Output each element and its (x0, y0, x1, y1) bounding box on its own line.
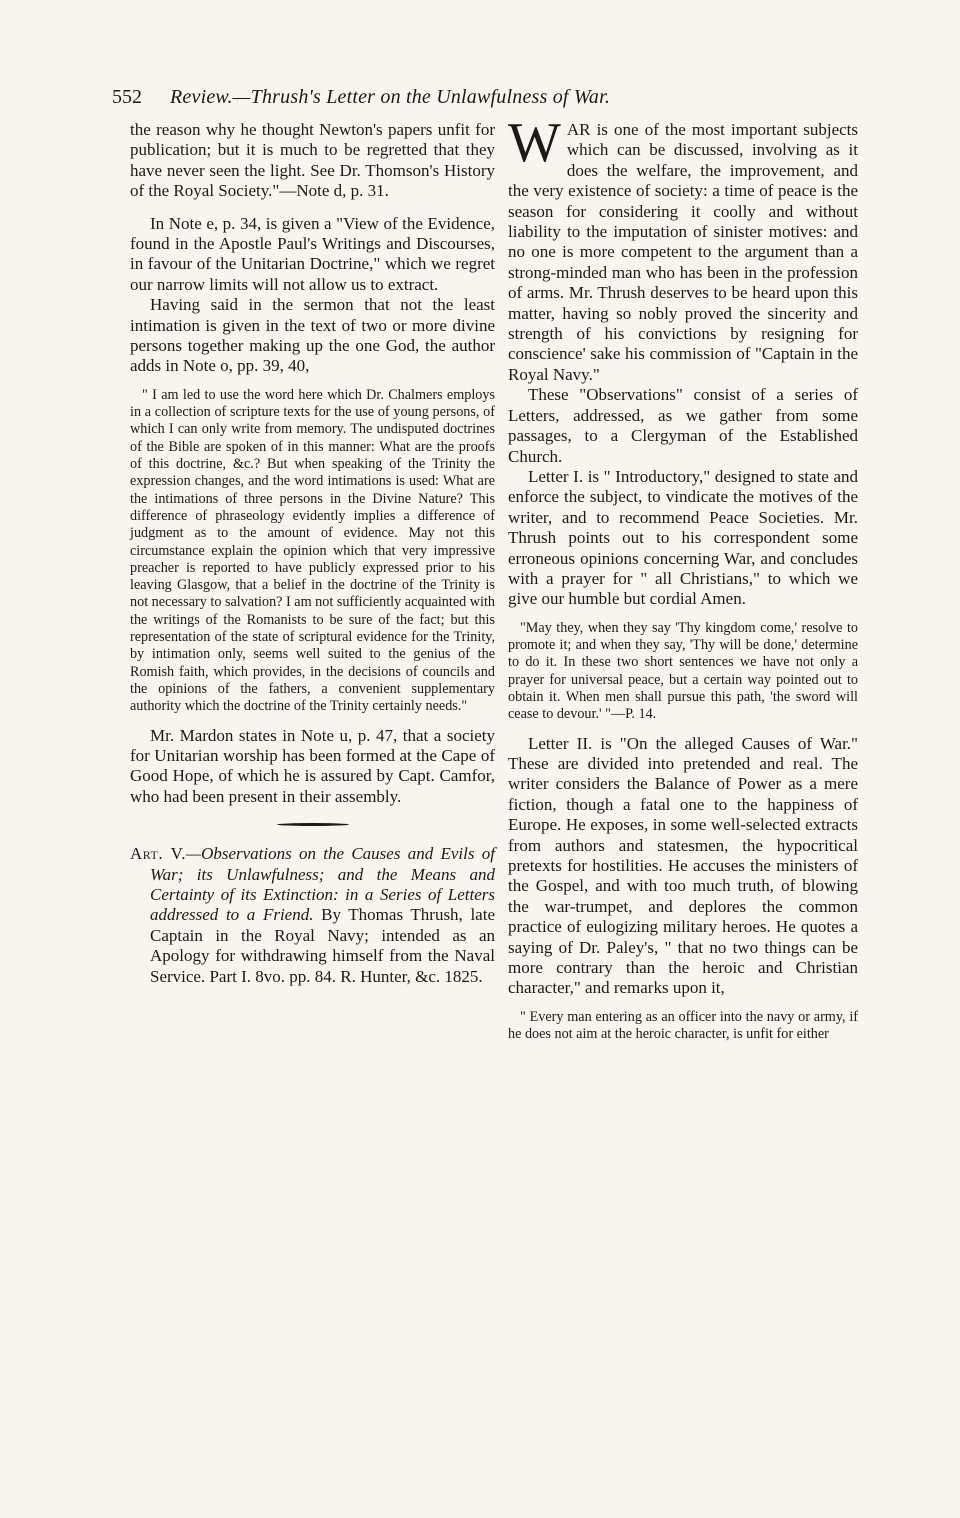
article-label: Art. V. (130, 844, 186, 864)
page-number: 552 (112, 86, 142, 108)
left-paragraph-4: Mr. Mardon states in Note u, p. 47, that a society for Unitarian worship has been formed at the Cape of Good Hope, of which he is assured by Capt. Camfor, who had been present in their assembly. (130, 725, 495, 806)
right-paragraph-1: AR is one of the most important subjects which can be discussed, involving as it does the welfare, the improvement, and the very existence of society: a time of peace is the season for considering it coolly and without liability to the imputation of sinister motives: and no one is more competent to the argument than a strong-minded man who has been in the profession of arms. Mr. Thrush deserves to be heard upon this matter, having so nobly proved the sincerity and strength of his convictions by resigning for conscience' sake his commission of "Captain in the Royal Navy." (508, 120, 858, 384)
page-header (112, 82, 857, 112)
right-column (508, 120, 858, 1053)
drop-cap: W (508, 120, 561, 174)
left-paragraph-3: Having said in the sermon that not the least intimation is given in the text of two or more divine persons together making up the one God, the author adds in Note o, pp. 39, 40, (130, 295, 495, 376)
right-paragraph-3: Letter I. is " Introductory," designed to state and enforce the subject, to vindicate the motives of the writer, and to recommend Peace Societies. Mr. Thrush points out to his correspondent some erroneous opinions concerning War, and concludes with a prayer for " all Christians," to which we give our humble but cordial Amen. (508, 466, 858, 609)
right-blockquote-2: " Every man entering as an officer into the navy or army, if he does not aim at the heroic character, is unfit for either (508, 1008, 858, 1043)
left-paragraph-1: the reason why he thought Newton's papers unfit for publication; but it is much to be regretted that they have never seen the light. See Dr. Thomson's History of the Royal Society."—Note d, p. 31. (130, 120, 495, 201)
section-divider (277, 823, 349, 826)
article-title: —Observations on the Causes and Evils of War; its Unlawfulness; and the Means and Certainty of its Extinction: in a Series of Letters addressed to a Friend. (150, 844, 495, 925)
right-paragraph-2: These "Observations" consist of a series of Letters, addressed, as we gather from some passages, to a Clergyman of the Established Church. (508, 385, 858, 466)
article-heading (130, 844, 495, 987)
left-blockquote: " I am led to use the word here which Dr. Chalmers employs in a collection of scripture texts for the use of young persons, of which I can only write from memory. The undisputed doctrines of the Bible are spoken of in this manner: What are the proofs of this doctrine, &c.? But when speaking of the Trinity the expression changes, and the word intimations is used: What are the intimations of three persons in the Divine Nature? This difference of phraseology evidently implies a difference of judgment as to the amount of evidence. May not this circumstance explain the opinion which that very impressive preacher is reported to have publicly expressed prior to his leaving Glasgow, that a belief in the doctrine of the Trinity is not necessary to salvation? I am not sufficiently acquainted with the writings of the Romanists to be sure of the fact; but this representation of the state of scriptural evidence for the Trinity, by intimation only, seems well suited to the genius of the Romish faith, which provides, in the decisions of councils and the opinions of the fathers, a convenient supplementary authority which the doctrine of the Trinity certainly needs." (130, 386, 495, 715)
right-blockquote-1: "May they, when they say 'Thy kingdom come,' resolve to promote it; and when they say, 'Thy will be done,' determine to do it. In these two short sentences we have not only a prayer for universal peace, but a certain way pointed out to obtain it. When men shall pursue this path, 'the sword will cease to devour.' "—P. 14. (508, 619, 858, 723)
left-column (130, 120, 495, 987)
article-details: By Thomas Thrush, late Captain in the Royal Navy; intended as an Apology for withdrawing himself from the Naval Service. Part I. 8vo. pp. 84. R. Hunter, &c. 1825. (150, 905, 495, 986)
opening-paragraph (508, 120, 858, 385)
left-paragraph-2: In Note e, p. 34, is given a "View of the Evidence, found in the Apostle Paul's Writings and Discourses, in favour of the Unitarian Doctrine," which we regret our narrow limits will not allow us to extract. (130, 213, 495, 294)
right-paragraph-4: Letter II. is "On the alleged Causes of War." These are divided into pretended and real. The writer considers the Balance of Power as a mere fiction, though a fatal one to the happiness of Europe. He exposes, in some well-selected extracts from authors and statesmen, the hypocritical pretexts for hostilities. He accuses the ministers of the Gospel, and with too much truth, of blowing the war-trumpet, and deplores the common practice of eulogizing military heroes. He quotes a saying of Dr. Paley's, " that no two things can be more contrary than the heroic and Christian character," and remarks upon it, (508, 733, 858, 998)
running-head: Review.—Thrush's Letter on the Unlawfulness of War. (170, 86, 611, 108)
